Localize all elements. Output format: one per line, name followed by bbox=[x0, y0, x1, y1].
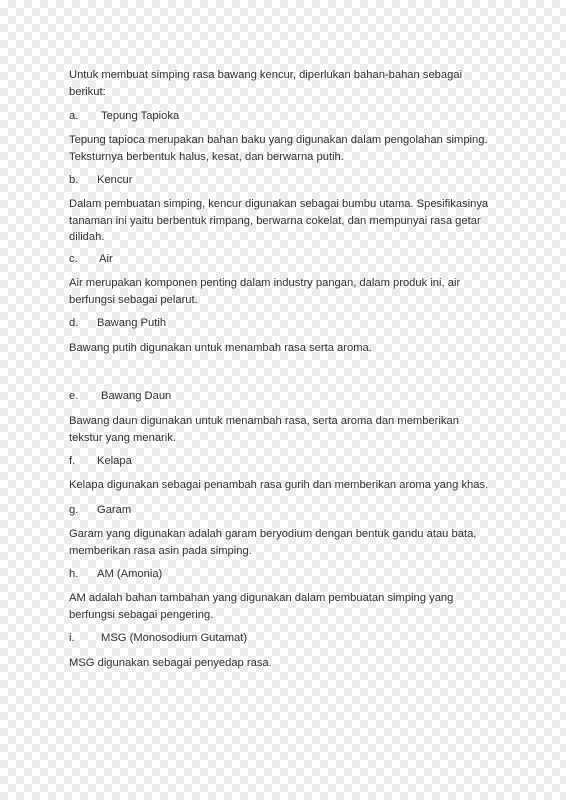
item-letter: g. bbox=[69, 504, 79, 516]
item-letter: b. bbox=[69, 174, 79, 186]
item-title: Kencur bbox=[97, 174, 133, 186]
description-line: MSG digunakan sebagai penyedap rasa. bbox=[69, 657, 272, 669]
item-title: Air bbox=[99, 253, 113, 265]
intro-line: berikut: bbox=[69, 85, 106, 98]
description-line: Bawang putih digunakan untuk menambah rasa serta aroma. bbox=[69, 342, 372, 354]
item-title: Bawang Daun bbox=[101, 390, 172, 402]
item-letter: i. bbox=[69, 632, 75, 644]
description-line: Bawang daun digunakan untuk menambah rasa, serta aroma dan memberikan bbox=[69, 415, 459, 427]
intro-line: Untuk membuat simping rasa bawang kencur, diperlukan bahan-bahan sebagai bbox=[69, 69, 463, 81]
description-line: Teksturnya berbentuk halus, kesat, dan berwarna putih. bbox=[69, 150, 344, 163]
item-letter: e. bbox=[69, 390, 79, 402]
item-letter: h. bbox=[69, 568, 79, 580]
description-line: memberikan rasa asin pada simping. bbox=[69, 544, 252, 557]
item-title: Tepung Tapioka bbox=[101, 110, 180, 122]
item-title: Garam bbox=[97, 504, 132, 516]
item-letter: f. bbox=[69, 455, 76, 467]
item-title: MSG (Monosodium Gutamat) bbox=[101, 632, 248, 644]
item-description bbox=[69, 340, 509, 357]
item-letter: a. bbox=[69, 110, 79, 122]
item-description bbox=[69, 477, 509, 494]
description-line: Garam yang digunakan adalah garam beryodium dengan bentuk gandu atau bata, bbox=[69, 528, 477, 540]
description-line: tanaman ini yaitu berbentuk rimpang, berwarna cokelat, dan mempunyai rasa getar bbox=[69, 214, 481, 227]
description-line: Kelapa digunakan sebagai penambah rasa gurih dan memberikan aroma yang khas. bbox=[69, 479, 489, 491]
item-letter: d. bbox=[69, 317, 79, 329]
description-line: berfungsi sebagai pengering. bbox=[69, 608, 214, 621]
description-line: tekstur yang menarik. bbox=[69, 431, 176, 444]
description-line: Air merupakan komponen penting dalam industry pangan, dalam produk ini, air bbox=[69, 277, 461, 289]
description-line: Dalam pembuatan simping, kencur digunakan sebagai bumbu utama. Spesifikasinya bbox=[69, 198, 489, 210]
item-description bbox=[69, 590, 509, 623]
item-description bbox=[69, 413, 509, 446]
item-title: Bawang Putih bbox=[97, 317, 167, 329]
item-title: Kelapa bbox=[97, 455, 132, 467]
description-line: dilidah. bbox=[69, 231, 105, 243]
item-letter: c. bbox=[69, 253, 78, 265]
description-line: berfungsi sebagai pelarut. bbox=[69, 293, 198, 306]
item-description bbox=[69, 196, 509, 246]
description-line: Tepung tapioca merupakan bahan baku yang digunakan dalam pengolahan simping. bbox=[69, 134, 488, 146]
description-line: AM adalah bahan tambahan yang digunakan dalam pembuatan simping yang bbox=[69, 592, 454, 604]
item-description bbox=[69, 526, 509, 559]
item-description bbox=[69, 655, 509, 672]
item-description bbox=[69, 132, 509, 165]
item-description bbox=[69, 275, 509, 308]
item-title: AM (Amonia) bbox=[97, 568, 163, 580]
intro-paragraph bbox=[69, 67, 509, 100]
